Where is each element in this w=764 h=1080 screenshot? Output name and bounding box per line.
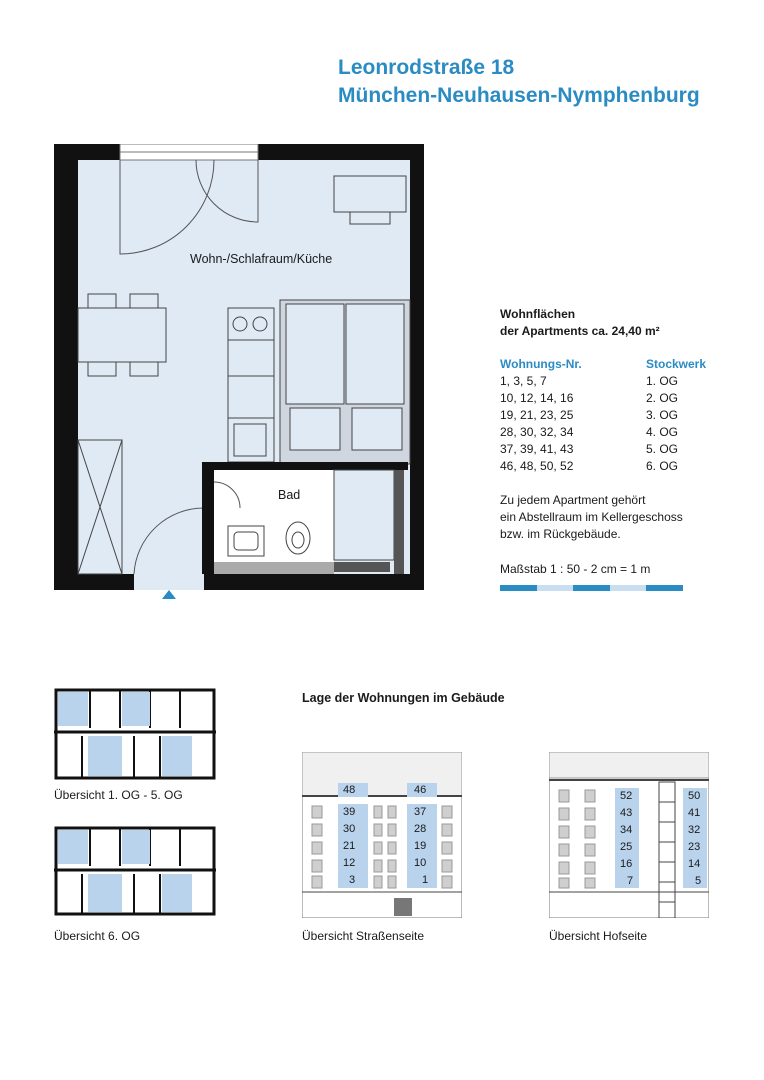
cell-numbers: 19, 21, 23, 25 [500,408,574,422]
note-line-1: Zu jedem Apartment gehört [500,493,646,507]
table-row [500,390,706,407]
court-num-left: 43 [620,807,633,819]
scale-bar [500,585,683,591]
overview-plan-6 [54,826,216,916]
street-num-right: 28 [414,823,427,835]
cell-numbers: 37, 39, 41, 43 [500,442,574,456]
court-num-right: 23 [688,841,701,853]
col-floor: Stockwerk [646,357,707,371]
court-num-right: 32 [688,824,701,836]
cell-floor: 3. OG [646,408,679,422]
caption-street: Übersicht Straßenseite [302,929,425,943]
court-num-left: 16 [620,858,633,870]
street-num-left: 3 [349,874,356,886]
street-num-right: 1 [422,874,429,886]
cell-floor: 4. OG [646,425,679,439]
facade-street [302,752,462,918]
apartment-table [500,356,706,475]
cell-floor: 2. OG [646,391,679,405]
street-num-left: 12 [343,857,356,869]
street-num-left: 21 [343,840,356,852]
street-num-right: 10 [414,857,427,869]
room-label-bath: Bad [278,488,301,502]
court-num-left: 25 [620,841,633,853]
area-line-1: Wohnflächen [500,307,576,321]
overview-plan-1-5 [54,688,216,780]
note-line-3: bzw. im Rückgebäude. [500,527,621,541]
table-header [500,356,706,373]
table-row [500,458,706,475]
cell-floor: 1. OG [646,374,679,388]
street-num-left: 30 [343,823,356,835]
address-district: München-Neuhausen-Nymphenburg [338,84,700,107]
cell-floor: 5. OG [646,442,679,456]
cell-numbers: 46, 48, 50, 52 [500,459,574,473]
court-num-left: 52 [620,790,633,802]
court-num-left: 34 [620,824,633,836]
cell-numbers: 10, 12, 14, 16 [500,391,574,405]
address-street: Leonrodstraße 18 [338,56,515,79]
caption-overview-1-5: Übersicht 1. OG - 5. OG [54,788,183,802]
cell-numbers: 28, 30, 32, 34 [500,425,574,439]
cell-numbers: 1, 3, 5, 7 [500,374,547,388]
court-num-left: 7 [627,875,634,887]
area-title [500,306,660,340]
table-row [500,441,706,458]
apartment-floor-plan [54,144,424,604]
street-num-right: 37 [414,806,427,818]
caption-court: Übersicht Hofseite [549,929,648,943]
court-num-right: 5 [695,875,702,887]
cell-floor: 6. OG [646,459,679,473]
court-num-right: 41 [688,807,701,819]
scale-label: Maßstab 1 : 50 - 2 cm = 1 m [500,562,651,576]
note-line-2: ein Abstellraum im Kellergeschoss [500,510,683,524]
street-num-46: 46 [414,784,427,796]
area-line-2: der Apartments ca. 24,40 m² [500,324,660,338]
storage-note [500,492,683,543]
street-num-right: 19 [414,840,427,852]
street-num-left: 39 [343,806,356,818]
location-title: Lage der Wohnungen im Gebäude [302,691,505,705]
table-row [500,407,706,424]
street-num-48: 48 [343,784,356,796]
court-num-right: 14 [688,858,701,870]
table-row [500,424,706,441]
court-num-right: 50 [688,790,701,802]
table-row [500,373,706,390]
col-apartment-no: Wohnungs-Nr. [500,357,582,371]
caption-overview-6: Übersicht 6. OG [54,929,141,943]
room-label-living: Wohn-/Schlafraum/Küche [190,252,333,266]
